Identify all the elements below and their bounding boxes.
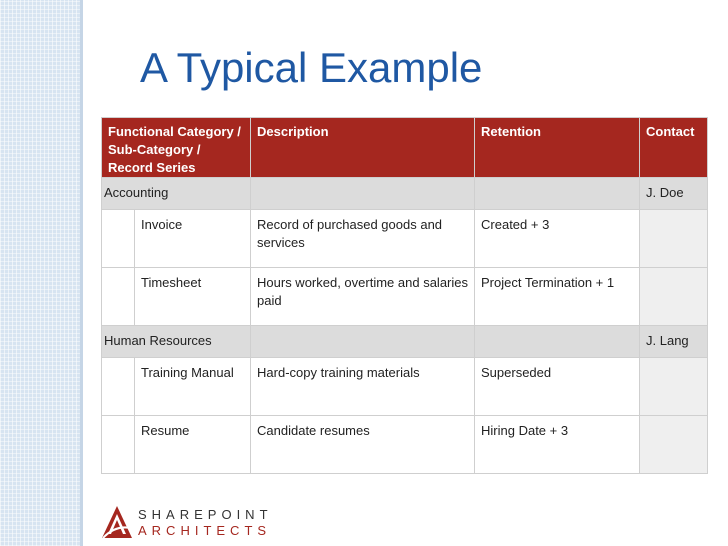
record-contact — [640, 358, 708, 416]
record-description: Record of purchased goods and services — [251, 210, 475, 268]
record-description: Candidate resumes — [251, 416, 475, 474]
category-contact: J. Doe — [640, 178, 708, 210]
record-description: Hours worked, overtime and salaries paid — [251, 268, 475, 326]
indent-cell — [102, 268, 135, 326]
header-functional-category: Functional Category / Sub-Category / Record Series — [102, 118, 251, 178]
record-retention: Project Termination + 1 — [475, 268, 640, 326]
logo-line-1: SHAREPOINT — [138, 507, 273, 522]
decorative-sidebar — [0, 0, 80, 546]
header-description: Description — [251, 118, 475, 178]
record-series-name: Resume — [135, 416, 251, 474]
table-row — [102, 268, 708, 326]
header-retention: Retention — [475, 118, 640, 178]
record-contact — [640, 210, 708, 268]
header-contact: Contact — [640, 118, 708, 178]
records-retention-table — [101, 117, 708, 474]
indent-cell — [102, 358, 135, 416]
sidebar-edge — [80, 0, 83, 546]
record-description: Hard-copy training materials — [251, 358, 475, 416]
indent-cell — [102, 416, 135, 474]
category-contact: J. Lang — [640, 326, 708, 358]
indent-cell — [102, 210, 135, 268]
logo-line-2: ARCHITECTS — [138, 523, 272, 538]
logo-mark-icon — [101, 505, 133, 539]
record-retention: Superseded — [475, 358, 640, 416]
record-series-name: Invoice — [135, 210, 251, 268]
table-row — [102, 210, 708, 268]
record-retention: Created + 3 — [475, 210, 640, 268]
table-row-category — [102, 178, 708, 210]
category-name: Accounting — [102, 178, 251, 210]
category-retention — [475, 178, 640, 210]
record-series-name: Training Manual — [135, 358, 251, 416]
slide-title: A Typical Example — [140, 44, 483, 91]
record-series-name: Timesheet — [135, 268, 251, 326]
category-name: Human Resources — [102, 326, 251, 358]
table-row — [102, 416, 708, 474]
category-description — [251, 326, 475, 358]
table-row-category — [102, 326, 708, 358]
record-contact — [640, 268, 708, 326]
category-retention — [475, 326, 640, 358]
record-retention: Hiring Date + 3 — [475, 416, 640, 474]
category-description — [251, 178, 475, 210]
table-row — [102, 358, 708, 416]
table-header-row — [102, 118, 708, 178]
record-contact — [640, 416, 708, 474]
